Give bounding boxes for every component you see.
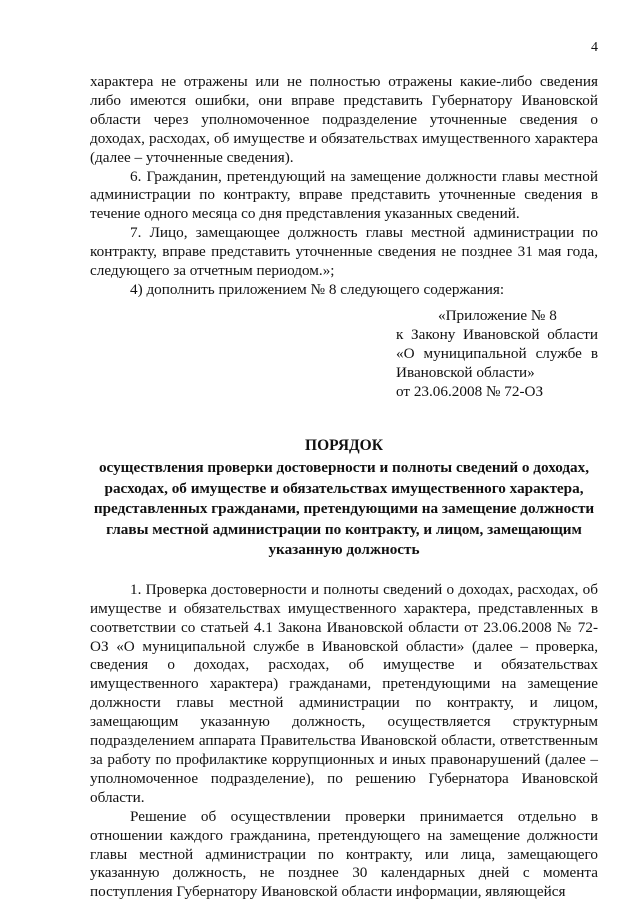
title-subtitle: осуществления проверки достоверности и полноты сведений о доходах, расходах, об имуществе и обязательствах имущественного характера, представленных гражданами, претендующими на замещение должности главы местной администрации по контракту, и лицом, замещающим указанную должность [93,459,595,559]
appendix-line-3: от 23.06.2008 № 72-ОЗ [396,382,544,400]
document-title [90,437,598,560]
paragraph-decision: Решение об осуществлении проверки принимается отдельно в отношении каждого гражданина, претендующего на замещение должности главы местной администрации по контракту, или лица, замещающего указанную должность, не позднее 30 календарных дней с момента поступления Губернатору Ивановской области информации, являющейся [90,807,598,901]
paragraph-item-1: 1. Проверка достоверности и полноты сведений о доходах, расходах, об имуществе и обязательствах имущественного характера, представленных в соответствии со статьей 4.1 Закона Ивановской области от 23.06.2008 № 72-ОЗ «О муниципальной службе в Ивановской области» (далее – проверка, сведения о доходах, расходах, об имуществе и обязательствах имущественного характера) гражданами, претендующими на замещение должности главы местной администрации по контракту, и лицом, замещающим указанную должность, осуществляется структурным подразделением аппарата Правительства Ивановской области, ответственным за работу по профилактике коррупционных и иных правонарушений (далее – уполномоченное подразделение), по решению Губернатора Ивановской области. [90,580,598,806]
document-body [90,73,598,902]
appendix-line-1: «Приложение № 8 [438,306,557,324]
paragraph-item-7: 7. Лицо, замещающее должность главы местной администрации по контракту, вправе представить уточненные сведения не позднее 31 мая года, следующего за отчетным периодом.»; [90,224,598,280]
appendix-line-2: к Закону Ивановской области «О муниципальной службе в Ивановской области» [396,325,598,381]
paragraph-amendment-4: 4) дополнить приложением № 8 следующего содержания: [130,280,505,298]
paragraph-item-6: 6. Гражданин, претендующий на замещение должности главы местной администрации по контракту, вправе представить уточненные сведения в течение одного месяца со дня представления указанных сведений. [90,167,598,223]
paragraph-continuation: характера не отражены или не полностью отражены какие-либо сведения либо имеются ошибки, они вправе представить Губернатору Ивановской области через уполномоченное подразделение уточненные сведения о доходах, расходах, об имуществе и обязательствах имущественного характера (далее – уточненные сведения). [90,73,598,166]
title-heading: ПОРЯДОК [305,437,383,455]
appendix-header [396,307,598,402]
page-number: 4 [591,40,598,55]
